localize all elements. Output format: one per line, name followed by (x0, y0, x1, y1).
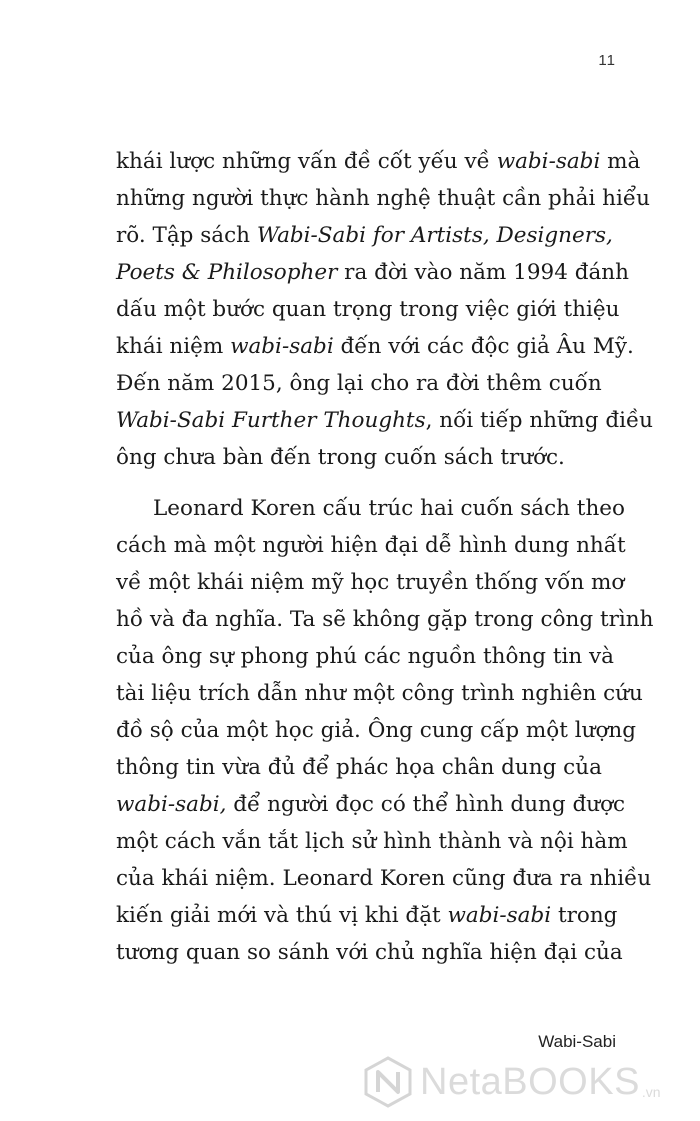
running-footer-title: Wabi-Sabi (538, 1032, 616, 1051)
text-line (116, 564, 636, 601)
text-line (116, 490, 636, 527)
page-number: 11 (598, 52, 616, 69)
text-run: ra đời vào năm 1994 đánh (337, 260, 629, 285)
paragraph (116, 143, 654, 476)
text-line (116, 749, 636, 786)
text-line (116, 217, 636, 254)
text-run: khái niệm (116, 334, 231, 359)
text-line (116, 527, 636, 564)
watermark-text: NetaBOOKS (420, 1060, 640, 1103)
text-line (116, 786, 636, 823)
text-line (116, 823, 636, 860)
text-run: dấu một bước quan trọng trong việc giới thiệu (116, 297, 620, 322)
text-run: mà (600, 149, 641, 174)
text-run: đồ sộ của một học giả. Ông cung cấp một lượng (116, 718, 636, 743)
text-line (116, 254, 636, 291)
text-run: tài liệu trích dẫn như một công trình nghiên cứu (116, 681, 643, 706)
text-line (116, 860, 652, 897)
text-line (116, 675, 643, 712)
text-run: ông chưa bàn đến trong cuốn sách trước. (116, 445, 565, 470)
italic-text: wabi-sabi (447, 903, 552, 928)
text-run: Leonard Koren cấu trúc hai cuốn sách theo (153, 496, 625, 521)
text-line (116, 638, 636, 675)
paragraph (116, 490, 654, 971)
text-run: , nối tiếp những điều (425, 408, 654, 433)
text-run: để người đọc có thể hình dung được (226, 792, 626, 817)
text-run: thông tin vừa đủ để phác họa chân dung của (116, 755, 602, 780)
text-run: cách mà một người hiện đại dễ hình dung nhất (116, 533, 626, 558)
text-line (116, 291, 636, 328)
text-line (116, 143, 641, 180)
text-line (116, 439, 636, 476)
text-run: của ông sự phong phú các nguồn thông tin và (116, 644, 614, 669)
italic-text: Wabi-Sabi Further Thoughts (116, 408, 426, 433)
text-run: tương quan so sánh với chủ nghĩa hiện đại của (116, 940, 623, 965)
body-text (116, 143, 654, 971)
text-line (116, 601, 654, 638)
text-run: hồ và đa nghĩa. Ta sẽ không gặp trong công trình (116, 607, 654, 632)
text-line (116, 897, 636, 934)
italic-text: Poets & Philosopher (116, 260, 338, 285)
italic-text: wabi-sabi, (116, 792, 227, 817)
text-run: khái lược những vấn đề cốt yếu về (116, 149, 497, 174)
italic-text: Wabi-Sabi for Artists, Designers, (256, 223, 613, 248)
text-run: rõ. Tập sách (116, 223, 257, 248)
watermark-tld: .vn (641, 1084, 661, 1100)
watermark (362, 1052, 661, 1112)
italic-text: wabi-sabi (230, 334, 334, 359)
text-line (116, 934, 636, 971)
text-line (116, 180, 650, 217)
text-run: trong (551, 903, 618, 928)
text-run: Đến năm 2015, ông lại cho ra đời thêm cuốn (116, 371, 602, 396)
text-run: về một khái niệm mỹ học truyền thống vốn mơ (116, 570, 625, 595)
text-run: một cách vắn tắt lịch sử hình thành và nội hàm (116, 829, 628, 854)
text-run: những người thực hành nghệ thuật cần phải hiểu (116, 186, 650, 211)
italic-text: wabi-sabi (496, 149, 601, 174)
text-run: của khái niệm. Leonard Koren cũng đưa ra nhiều (116, 866, 652, 891)
text-run: kiến giải mới và thú vị khi đặt (116, 903, 448, 928)
text-line (116, 402, 654, 439)
text-run: đến với các độc giả Âu Mỹ. (333, 334, 634, 359)
netabooks-logo-icon (362, 1056, 414, 1108)
text-line (116, 328, 636, 365)
text-line (116, 365, 636, 402)
text-line (116, 712, 636, 749)
